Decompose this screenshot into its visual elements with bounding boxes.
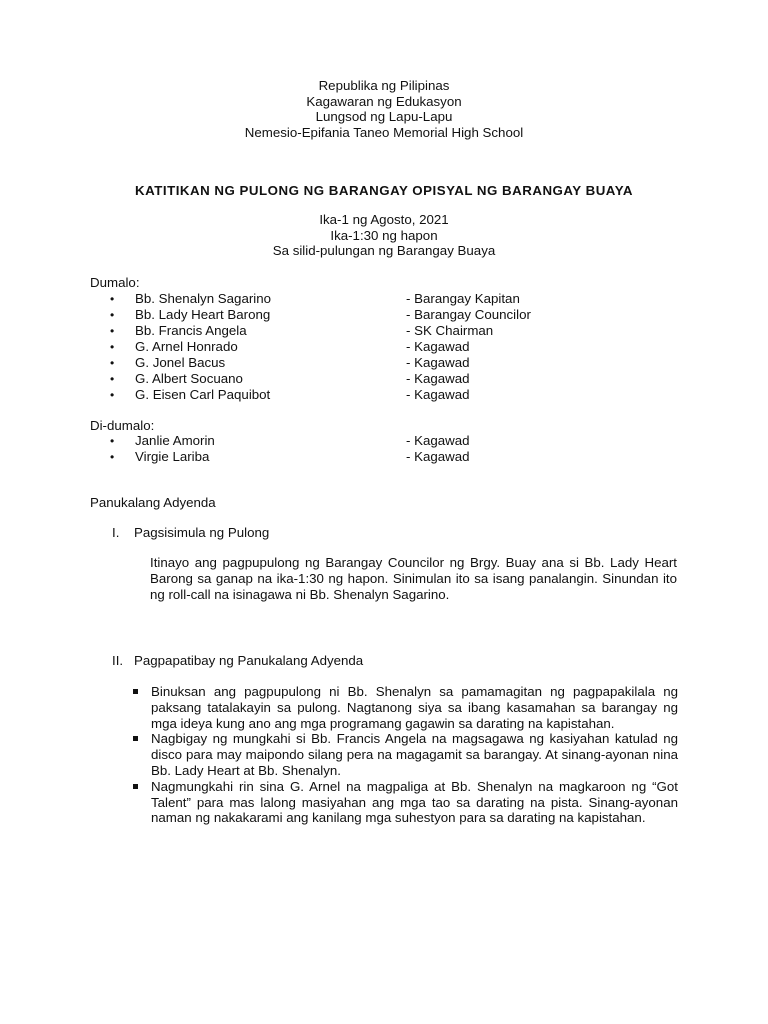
- attendee-role: - Kagawad: [406, 449, 470, 464]
- present-label: Dumalo:: [90, 275, 140, 290]
- letterhead-city: Lungsod ng Lapu-Lapu: [315, 109, 453, 124]
- section-2-items: [133, 684, 678, 826]
- list-item: [110, 323, 580, 339]
- bullet-icon: •: [110, 450, 115, 464]
- item-text: Nagbigay ng mungkahi si Bb. Francis Angela na magsagawa ng kasiyahan katulad ng disco para may maipondo silang pera na magagamit sa barangay. At sinang-ayonan nina Bb. Lady Heart at Bb. Shenalyn.: [151, 731, 678, 778]
- attendee-role: - Kagawad: [406, 355, 470, 370]
- attendee-name: G. Jonel Bacus: [135, 355, 226, 370]
- attendee-role: - Kagawad: [406, 387, 470, 402]
- attendee-role: - Barangay Councilor: [406, 307, 531, 322]
- attendee-role: - Barangay Kapitan: [406, 291, 520, 306]
- bullet-icon: •: [110, 434, 115, 448]
- bullet-icon: •: [110, 372, 115, 386]
- attendee-role: - Kagawad: [406, 433, 470, 448]
- square-bullet-icon: [133, 689, 138, 694]
- section-heading-2: [112, 653, 363, 669]
- list-item: [133, 684, 678, 731]
- square-bullet-icon: [133, 784, 138, 789]
- attendee-name: G. Albert Socuano: [135, 371, 243, 386]
- attendee-name: Bb. Francis Angela: [135, 323, 247, 338]
- attendee-name: Bb. Lady Heart Barong: [135, 307, 271, 322]
- section-heading-1: [112, 525, 269, 541]
- list-item: [133, 779, 678, 826]
- section-title: Pagsisimula ng Pulong: [134, 525, 270, 540]
- absent-list: [110, 433, 580, 465]
- list-item: [133, 731, 678, 778]
- document-title: KATITIKAN NG PULONG NG BARANGAY OPISYAL NG BARANGAY BUAYA: [135, 183, 633, 198]
- bullet-icon: •: [110, 356, 115, 370]
- meeting-time: Ika-1:30 ng hapon: [330, 227, 438, 243]
- list-item: [110, 433, 580, 449]
- list-item: [110, 371, 580, 387]
- present-list: [110, 291, 580, 403]
- meeting-venue: Sa silid-pulungan ng Barangay Buaya: [272, 243, 496, 258]
- letterhead: [0, 78, 768, 140]
- bullet-icon: •: [110, 292, 115, 306]
- bullet-icon: •: [110, 324, 115, 338]
- list-item: [110, 291, 580, 307]
- bullet-icon: •: [110, 388, 115, 402]
- attendee-name: Bb. Shenalyn Sagarino: [135, 291, 272, 306]
- letterhead-department: Kagawaran ng Edukasyon: [306, 93, 462, 109]
- list-item: [110, 307, 580, 323]
- attendee-name: G. Arnel Honrado: [135, 339, 238, 354]
- bullet-icon: •: [110, 308, 115, 322]
- bullet-icon: •: [110, 340, 115, 354]
- section-title: Pagpapatibay ng Panukalang Adyenda: [134, 653, 364, 668]
- list-item: [110, 339, 580, 355]
- item-text: Nagmungkahi rin sina G. Arnel na magpaliga at Bb. Shenalyn na magkaroon ng “Got Talent” para mas lalong masiyahan ang mga tao sa darating na pista. Sinang-ayonan naman ng nakakarami ang kanilang mga suhestyon para sa darating na kapistahan.: [151, 778, 678, 826]
- letterhead-school: Nemesio-Epifania Taneo Memorial High School: [244, 124, 524, 140]
- attendee-role: - Kagawad: [406, 339, 470, 354]
- attendee-name: Virgie Lariba: [135, 449, 210, 464]
- letterhead-country: Republika ng Pilipinas: [318, 78, 450, 93]
- square-bullet-icon: [133, 736, 138, 741]
- list-item: [110, 387, 580, 403]
- attendee-name: Janlie Amorin: [135, 433, 215, 448]
- attendee-name: G. Eisen Carl Paquibot: [135, 387, 271, 402]
- section-number: II.: [112, 653, 124, 668]
- meeting-date: Ika-1 ng Agosto, 2021: [319, 212, 449, 227]
- absent-label: Di-dumalo:: [90, 418, 155, 433]
- section-paragraph-1: Itinayo ang pagpupulong ng Barangay Councilor ng Brgy. Buay ana si Bb. Lady Heart Barong sa ganap na ika-1:30 ng hapon. Sinimulan ito sa isang panalangin. Sinundan ito ng roll-call na isinagawa ni Bb. Shenalyn Sagarino.: [150, 555, 677, 603]
- list-item: [110, 355, 580, 371]
- meeting-details: [0, 212, 768, 259]
- list-item: [110, 449, 580, 465]
- attendee-role: - SK Chairman: [406, 323, 494, 338]
- attendee-role: - Kagawad: [406, 371, 470, 386]
- section-number: I.: [112, 525, 120, 540]
- agenda-label: Panukalang Adyenda: [90, 495, 216, 510]
- item-text: Binuksan ang pagpupulong ni Bb. Shenalyn sa pamamagitan ng pagpapakilala ng paksang tatalakayin sa pulong. Nagtanong siya sa ibang kasamahan sa barangay ng mga ideya kung ano ang mga programang gagawin sa darating na kapistahan.: [151, 684, 678, 731]
